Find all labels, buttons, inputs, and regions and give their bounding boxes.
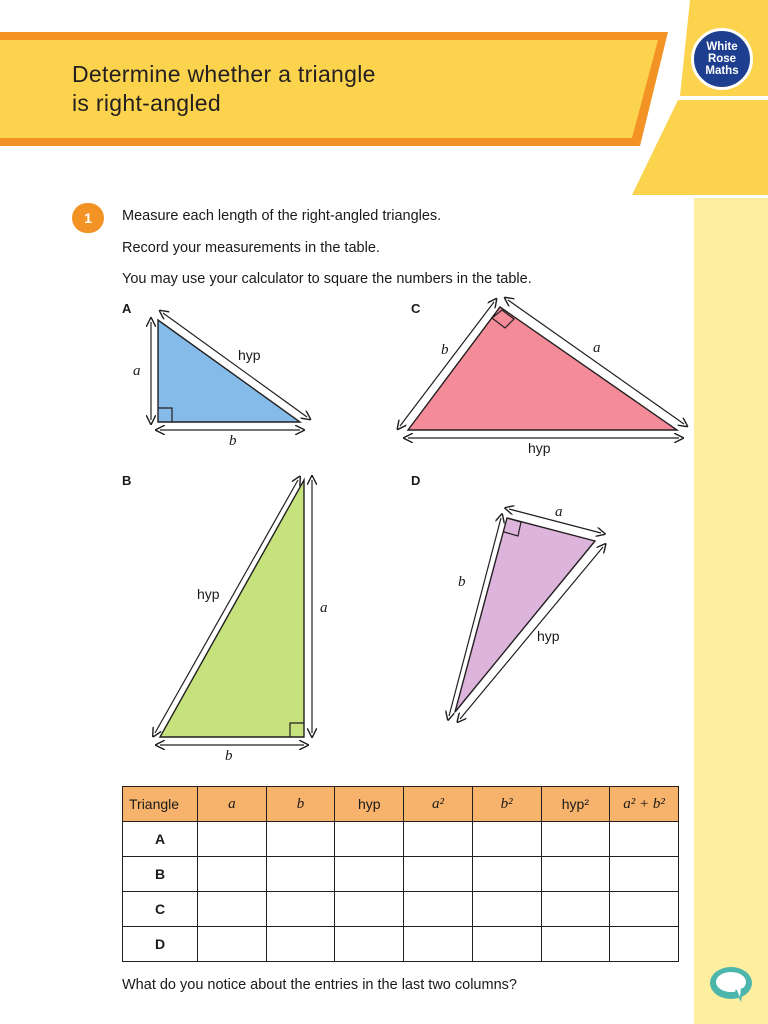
table-cell[interactable] bbox=[472, 857, 541, 892]
table-cell[interactable] bbox=[404, 822, 473, 857]
triangle-c bbox=[408, 307, 677, 430]
label-triangle-c: C bbox=[411, 301, 421, 316]
follow-up-question: What do you notice about the entries in the last two columns? bbox=[122, 977, 517, 993]
triangle-d-side-a: a bbox=[555, 504, 563, 520]
triangle-b-side-a: a bbox=[320, 600, 328, 616]
logo-text-3: Maths bbox=[705, 65, 739, 77]
header-b: b bbox=[266, 787, 335, 822]
header-hyp: hyp bbox=[335, 787, 404, 822]
title-line-1: Determine whether a triangle bbox=[72, 61, 376, 87]
logo-text-2: Rose bbox=[707, 53, 737, 65]
triangle-b-hyp: hyp bbox=[197, 586, 220, 602]
triangle-b-side-b: b bbox=[225, 748, 233, 764]
table-cell[interactable] bbox=[541, 892, 610, 927]
header-a2-plus-b2: a² + b² bbox=[610, 787, 679, 822]
table-cell[interactable] bbox=[198, 857, 267, 892]
speech-bubble-icon[interactable] bbox=[709, 966, 753, 1004]
label-triangle-d: D bbox=[411, 473, 421, 488]
row-label: A bbox=[123, 822, 198, 857]
table-cell[interactable] bbox=[541, 822, 610, 857]
title-line-2: is right-angled bbox=[72, 90, 221, 116]
instruction-2: Record your measurements in the table. bbox=[122, 240, 380, 256]
logo-text-1: White bbox=[706, 41, 738, 53]
triangle-c-side-b: b bbox=[441, 342, 449, 358]
table-cell[interactable] bbox=[335, 822, 404, 857]
table-cell[interactable] bbox=[610, 927, 679, 962]
row-label: B bbox=[123, 857, 198, 892]
triangle-a-hyp: hyp bbox=[238, 347, 261, 363]
table-cell[interactable] bbox=[335, 927, 404, 962]
table-cell[interactable] bbox=[541, 927, 610, 962]
table-cell[interactable] bbox=[335, 857, 404, 892]
triangle-a-side-b: b bbox=[229, 433, 237, 449]
header-triangle: Triangle bbox=[123, 787, 198, 822]
table-cell[interactable] bbox=[335, 892, 404, 927]
table-cell[interactable] bbox=[472, 892, 541, 927]
table-cell[interactable] bbox=[266, 822, 335, 857]
table-cell[interactable] bbox=[266, 857, 335, 892]
triangle-a-side-a: a bbox=[133, 363, 141, 379]
table-cell[interactable] bbox=[198, 892, 267, 927]
table-cell[interactable] bbox=[266, 927, 335, 962]
table-row bbox=[123, 822, 679, 857]
table-cell[interactable] bbox=[404, 927, 473, 962]
table-cell[interactable] bbox=[266, 892, 335, 927]
table-cell[interactable] bbox=[404, 892, 473, 927]
table-row bbox=[123, 892, 679, 927]
instruction-1: Measure each length of the right-angled triangles. bbox=[122, 208, 442, 224]
table-cell[interactable] bbox=[472, 822, 541, 857]
table-cell[interactable] bbox=[610, 857, 679, 892]
header-a: a bbox=[198, 787, 267, 822]
table-row bbox=[123, 927, 679, 962]
table-cell[interactable] bbox=[198, 822, 267, 857]
table-row bbox=[123, 857, 679, 892]
header-a-squared: a² bbox=[404, 787, 473, 822]
table-cell[interactable] bbox=[472, 927, 541, 962]
question-number-badge: 1 bbox=[72, 203, 104, 233]
triangle-c-side-a: a bbox=[593, 340, 601, 356]
header-hyp-squared: hyp² bbox=[541, 787, 610, 822]
triangle-d-hyp: hyp bbox=[537, 628, 560, 644]
label-triangle-a: A bbox=[122, 301, 132, 316]
header-b-squared: b² bbox=[472, 787, 541, 822]
table-cell[interactable] bbox=[610, 892, 679, 927]
table-cell[interactable] bbox=[198, 927, 267, 962]
row-label: C bbox=[123, 892, 198, 927]
row-label: D bbox=[123, 927, 198, 962]
table-cell[interactable] bbox=[404, 857, 473, 892]
instruction-3: You may use your calculator to square the numbers in the table. bbox=[122, 271, 532, 287]
table-cell[interactable] bbox=[541, 857, 610, 892]
table-cell[interactable] bbox=[610, 822, 679, 857]
label-triangle-b: B bbox=[122, 473, 132, 488]
measurement-table bbox=[122, 786, 679, 962]
table-header-row bbox=[123, 787, 679, 822]
triangle-a bbox=[158, 320, 300, 422]
triangle-d-side-b: b bbox=[458, 574, 466, 590]
triangle-b bbox=[160, 480, 304, 737]
triangle-c-hyp: hyp bbox=[528, 440, 551, 456]
